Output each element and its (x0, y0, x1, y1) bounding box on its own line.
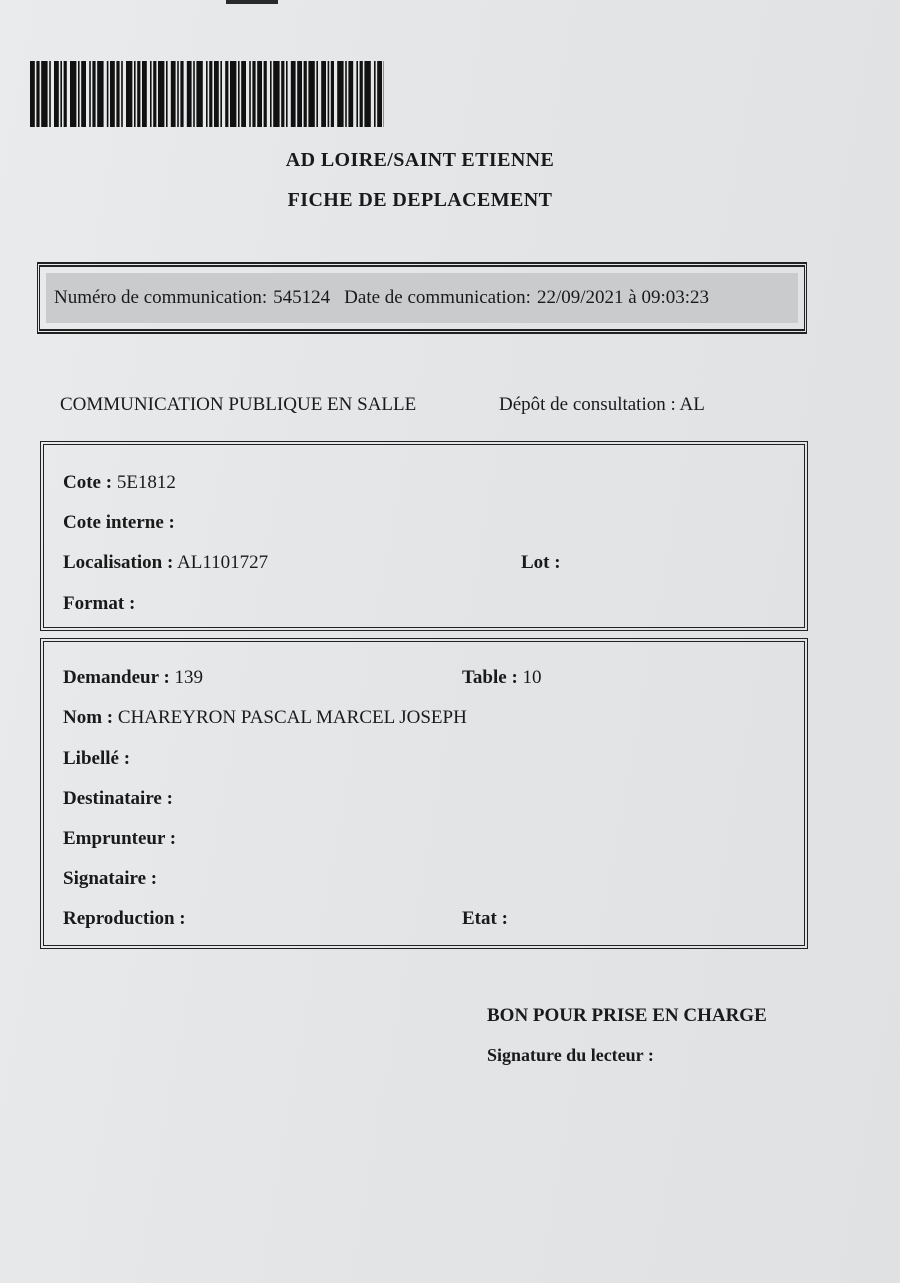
etat-label: Etat : (462, 908, 508, 929)
depot-line (499, 394, 705, 416)
reproduction-label: Reproduction : (63, 908, 186, 929)
numero-value: 545124 (273, 287, 331, 308)
cote-interne-field (63, 512, 175, 534)
emprunteur-field (63, 828, 176, 850)
numero-label: Numéro de communication: (54, 287, 268, 308)
libelle-field (63, 748, 130, 770)
signature-title: BON POUR PRISE EN CHARGE (487, 1005, 767, 1026)
table-value: 10 (522, 667, 542, 688)
localisation-label: Localisation : (63, 552, 174, 573)
demandeur-box (40, 638, 808, 949)
signataire-label: Signataire : (63, 868, 158, 889)
top-mark (226, 0, 278, 4)
cote-field (63, 472, 176, 494)
communication-type: COMMUNICATION PUBLIQUE EN SALLE (60, 394, 417, 415)
cote-value: 5E1812 (116, 472, 176, 493)
nom-field (63, 707, 467, 729)
nom-value: CHAREYRON PASCAL MARCEL JOSEPH (117, 707, 467, 728)
cote-interne-label: Cote interne : (63, 512, 175, 533)
destinataire-field (63, 788, 173, 810)
document-box (40, 441, 808, 631)
communication-line (54, 287, 719, 309)
lot-field (521, 552, 561, 574)
signature-label: Signature du lecteur : (487, 1045, 654, 1065)
localisation-value: AL1101727 (177, 552, 269, 573)
reproduction-field (63, 908, 186, 930)
format-label: Format : (63, 593, 136, 614)
table-label: Table : (462, 667, 518, 688)
localisation-field (63, 552, 268, 574)
depot-label: Dépôt de consultation : (499, 394, 676, 415)
table-field (462, 667, 542, 689)
page-title: AD LOIRE/SAINT ETIENNE (285, 149, 555, 171)
communication-box (37, 262, 807, 334)
date-label: Date de communication: (344, 287, 531, 308)
page-subtitle: FICHE DE DEPLACEMENT (287, 189, 553, 211)
nom-label: Nom : (63, 707, 114, 728)
barcode (30, 61, 384, 127)
emprunteur-label: Emprunteur : (63, 828, 177, 849)
date-value: 22/09/2021 à 09:03:23 (536, 287, 710, 308)
destinataire-label: Destinataire : (63, 788, 173, 809)
depot-value: AL (679, 394, 705, 415)
demandeur-field (63, 667, 203, 689)
demandeur-label: Demandeur : (63, 667, 170, 688)
demandeur-value: 139 (174, 667, 204, 688)
etat-field (462, 908, 508, 930)
lot-label: Lot : (521, 552, 561, 573)
format-field (63, 593, 135, 615)
libelle-label: Libellé : (63, 748, 131, 769)
cote-label: Cote : (63, 472, 113, 493)
signataire-field (63, 868, 157, 890)
